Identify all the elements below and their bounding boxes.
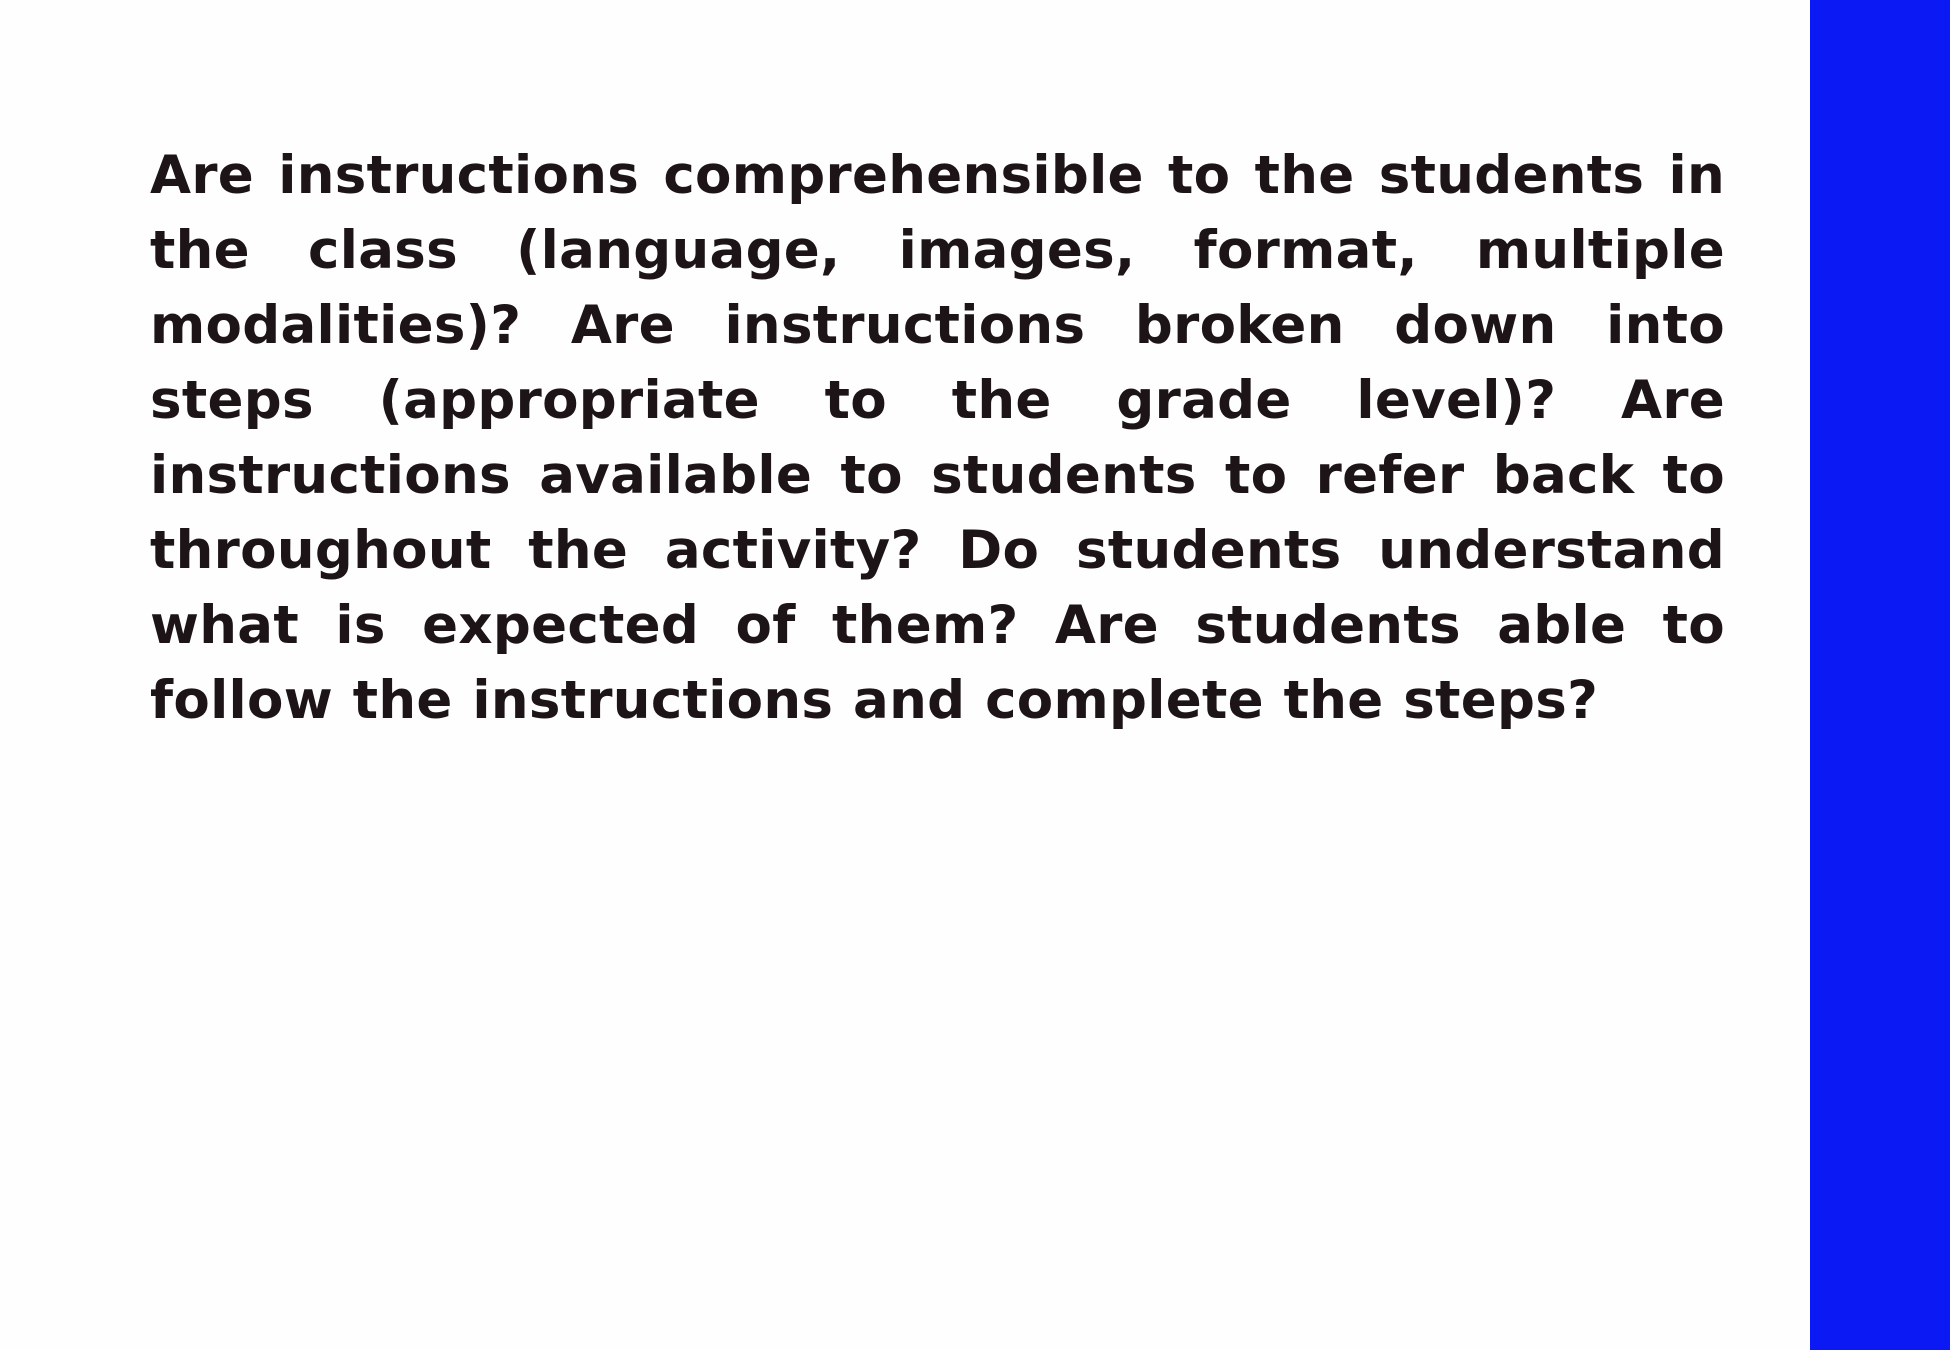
body-paragraph: Are instructions comprehensible to the students in the class (language, images, format, multiple modalities)? Are instructions broken down into steps (appropriate to the grade level)? Are instructions available to students to refer back to throughout the activity? Do students understand what is expected of them? Are students able to follow the instructions and complete the steps? [150,145,1725,731]
blue-side-band [1810,0,1950,1350]
